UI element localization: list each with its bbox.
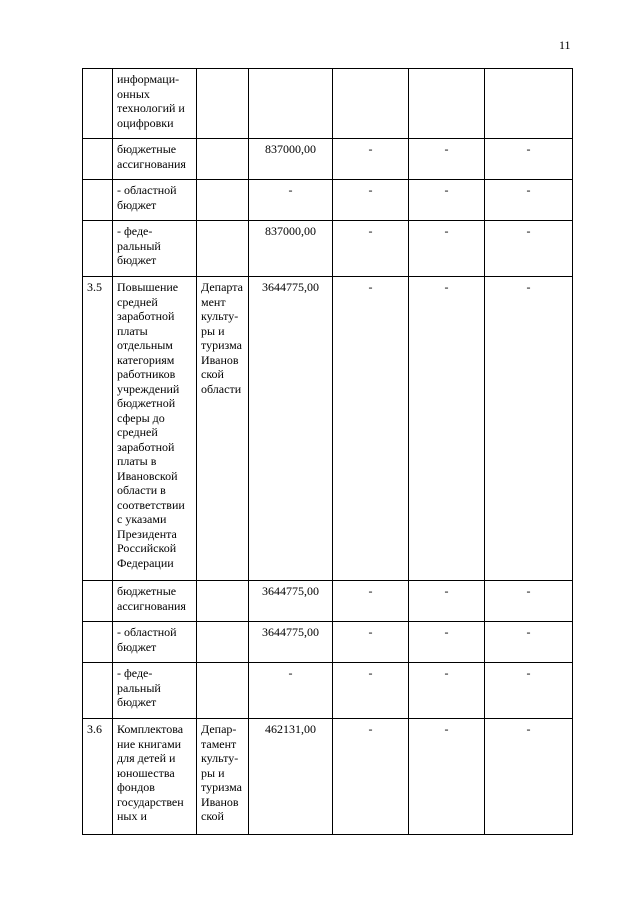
row-number-cell xyxy=(83,180,113,221)
year1-amount-cell: - xyxy=(333,180,409,221)
year3-amount-cell: - xyxy=(485,663,573,719)
executor-cell: Департа мент культу- ры и туризма Иванов ской области xyxy=(197,277,249,581)
year3-amount-cell: - xyxy=(485,719,573,835)
year2-amount-cell: - xyxy=(409,180,485,221)
table-row xyxy=(83,139,573,180)
budget-table xyxy=(82,68,573,835)
table-row xyxy=(83,277,573,581)
table-row xyxy=(83,180,573,221)
total-amount-cell: 837000,00 xyxy=(249,221,333,277)
executor-cell xyxy=(197,221,249,277)
executor-cell xyxy=(197,139,249,180)
year2-amount-cell: - xyxy=(409,221,485,277)
total-amount-cell: - xyxy=(249,663,333,719)
year3-amount-cell: - xyxy=(485,277,573,581)
year2-amount-cell: - xyxy=(409,719,485,835)
year1-amount-cell xyxy=(333,69,409,139)
year2-amount-cell: - xyxy=(409,581,485,622)
total-amount-cell: 462131,00 xyxy=(249,719,333,835)
activity-name-cell: информаци- онных технологий и оцифровки xyxy=(113,69,197,139)
activity-name-cell: - феде- ральный бюджет xyxy=(113,663,197,719)
executor-cell xyxy=(197,69,249,139)
activity-name-cell: - феде- ральный бюджет xyxy=(113,221,197,277)
year3-amount-cell: - xyxy=(485,622,573,663)
total-amount-cell: - xyxy=(249,180,333,221)
year3-amount-cell: - xyxy=(485,581,573,622)
row-number-cell xyxy=(83,221,113,277)
total-amount-cell: 3644775,00 xyxy=(249,622,333,663)
row-number-cell xyxy=(83,581,113,622)
total-amount-cell: 3644775,00 xyxy=(249,581,333,622)
row-number-cell: 3.5 xyxy=(83,277,113,581)
table-row xyxy=(83,69,573,139)
row-number-cell xyxy=(83,139,113,180)
activity-name-cell: бюджетные ассигнования xyxy=(113,139,197,180)
total-amount-cell: 3644775,00 xyxy=(249,277,333,581)
year2-amount-cell: - xyxy=(409,277,485,581)
total-amount-cell: 837000,00 xyxy=(249,139,333,180)
row-number-cell: 3.6 xyxy=(83,719,113,835)
activity-name-cell: Комплектова ние книгами для детей и юношества фондов государствен ных и xyxy=(113,719,197,835)
year1-amount-cell: - xyxy=(333,719,409,835)
year2-amount-cell xyxy=(409,69,485,139)
page-number: 11 xyxy=(559,38,571,52)
table-row xyxy=(83,663,573,719)
year3-amount-cell: - xyxy=(485,221,573,277)
year1-amount-cell: - xyxy=(333,622,409,663)
row-number-cell xyxy=(83,622,113,663)
table-row xyxy=(83,221,573,277)
table-row xyxy=(83,622,573,663)
year1-amount-cell: - xyxy=(333,663,409,719)
year2-amount-cell: - xyxy=(409,663,485,719)
year3-amount-cell: - xyxy=(485,139,573,180)
activity-name-cell: - областной бюджет xyxy=(113,180,197,221)
table-row xyxy=(83,719,573,835)
executor-cell xyxy=(197,663,249,719)
executor-cell xyxy=(197,622,249,663)
year1-amount-cell: - xyxy=(333,581,409,622)
activity-name-cell: Повышение средней заработной платы отдельным категориям работников учреждений бюджетной сферы до средней заработной платы в Ивановской области в соответствии с указами Президента Российской Федерации xyxy=(113,277,197,581)
executor-cell: Депар- тамент культу- ры и туризма Иванов ской xyxy=(197,719,249,835)
table-row xyxy=(83,581,573,622)
executor-cell xyxy=(197,180,249,221)
year3-amount-cell: - xyxy=(485,180,573,221)
year1-amount-cell: - xyxy=(333,277,409,581)
year2-amount-cell: - xyxy=(409,139,485,180)
row-number-cell xyxy=(83,69,113,139)
executor-cell xyxy=(197,581,249,622)
activity-name-cell: бюджетные ассигнования xyxy=(113,581,197,622)
activity-name-cell: - областной бюджет xyxy=(113,622,197,663)
year1-amount-cell: - xyxy=(333,221,409,277)
year2-amount-cell: - xyxy=(409,622,485,663)
row-number-cell xyxy=(83,663,113,719)
total-amount-cell xyxy=(249,69,333,139)
year3-amount-cell xyxy=(485,69,573,139)
year1-amount-cell: - xyxy=(333,139,409,180)
